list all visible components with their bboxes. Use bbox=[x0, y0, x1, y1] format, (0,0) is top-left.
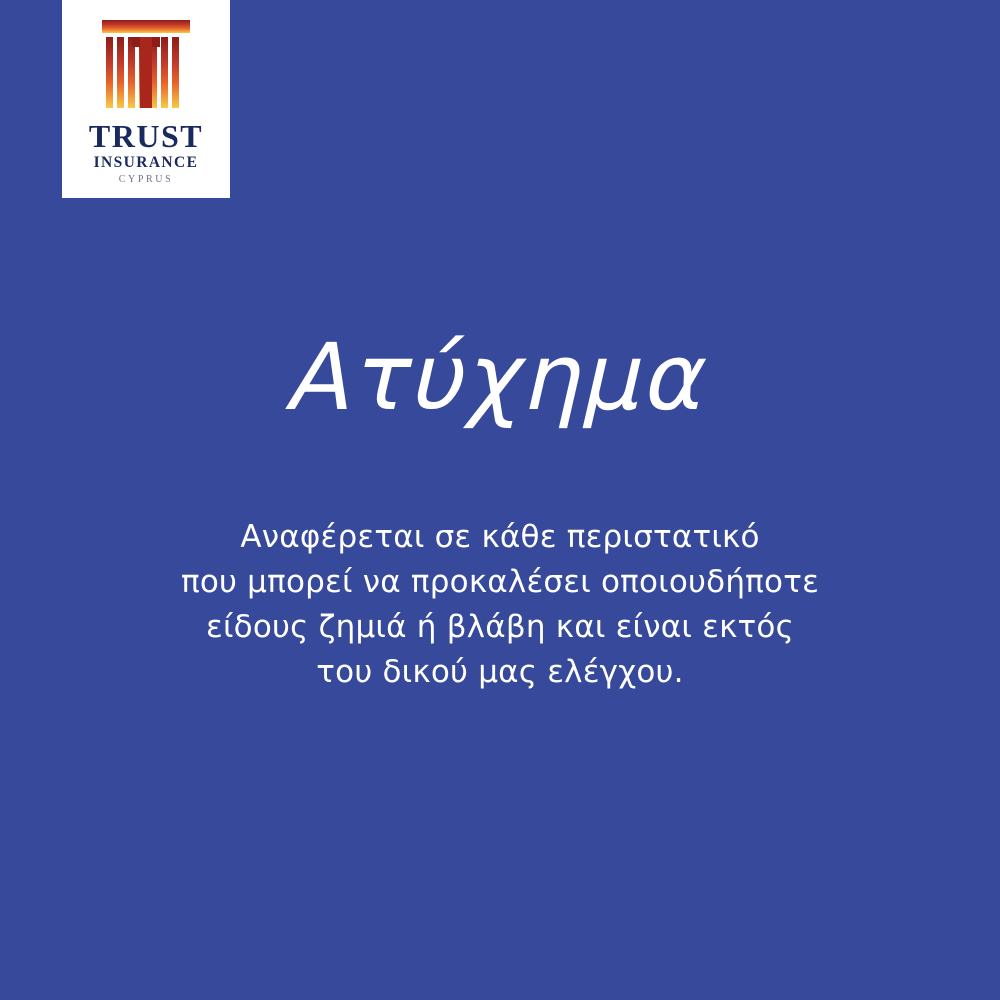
brand-location: CYPRUS bbox=[118, 173, 174, 185]
brand-wordmark bbox=[89, 120, 203, 185]
page-title: Ατύχημα bbox=[289, 324, 711, 431]
description-line-1: Αναφέρεται σε κάθε περιστατικό bbox=[240, 519, 760, 555]
description-line-2: που μπορεί να προκαλέσει οποιουδήποτε bbox=[180, 563, 820, 600]
description-line-4: του δικού μας ελέγχου. bbox=[316, 653, 684, 690]
trust-insurance-column-logo-icon bbox=[94, 16, 198, 112]
description-line-3: είδους ζημιά ή βλάβη και είναι εκτός bbox=[206, 608, 794, 645]
brand-subtitle: INSURANCE bbox=[93, 154, 199, 171]
description-text bbox=[80, 515, 920, 695]
brand-logo-card bbox=[62, 0, 230, 198]
brand-name: TRUST bbox=[88, 118, 204, 154]
